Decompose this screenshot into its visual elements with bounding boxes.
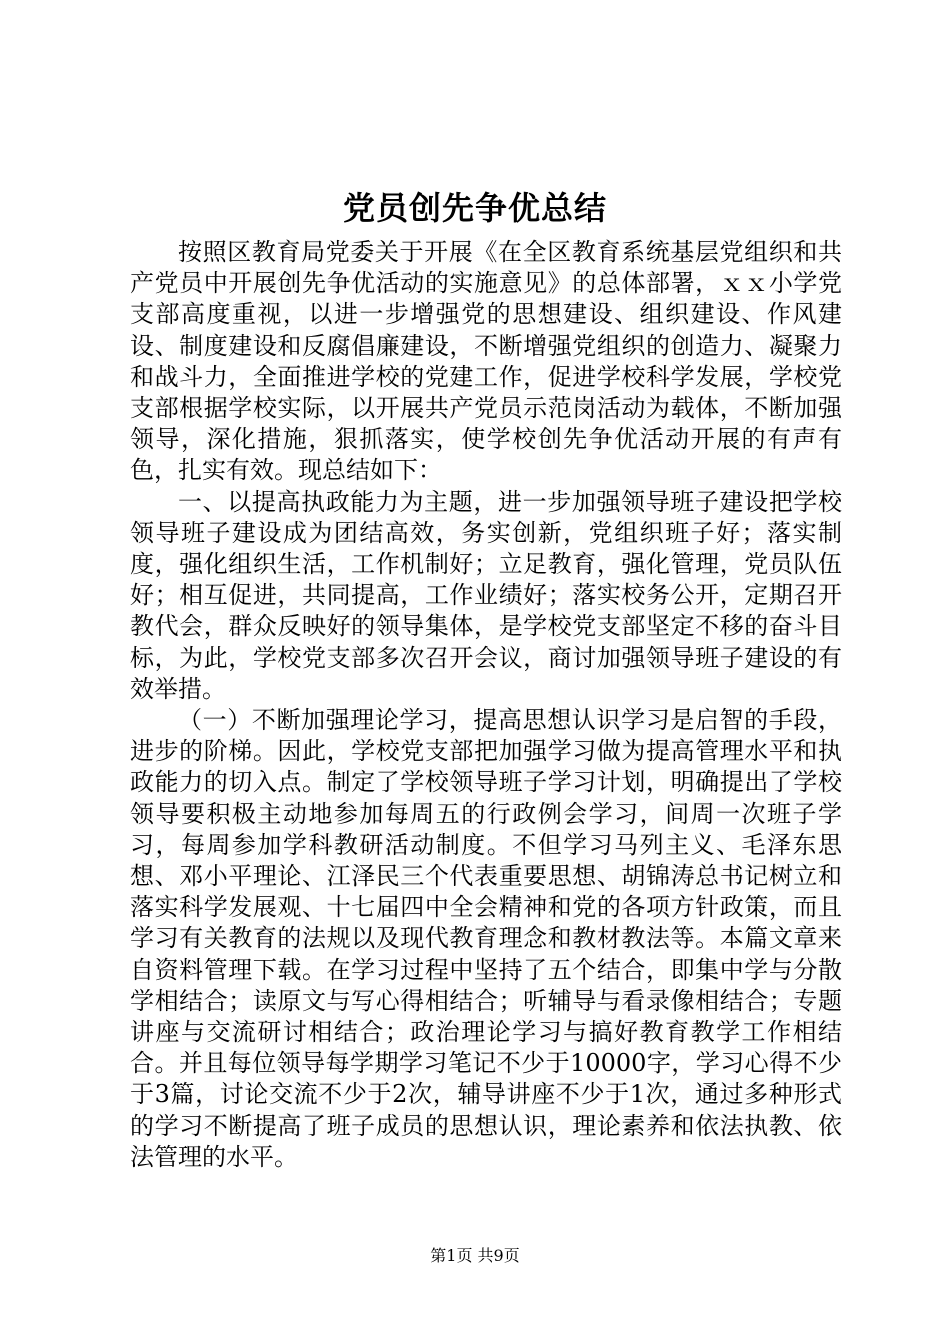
paragraph-intro: 按照区教育局党委关于开展《在全区教育系统基层党组织和共产党员中开展创先争优活动的实施意见》的总体部署，ｘｘ小学党支部高度重视，以进一步增强党的思想建设、组织建设、作风建设、制度建设和反腐倡廉建设，不断增强党组织的创造力、凝聚力和战斗力，全面推进学校的党建工作，促进学校科学发展，学校党支部根据学校实际，以开展共产党员示范岗活动为载体，不断加强领导，深化措施，狠抓落实，使学校创先争优活动开展的有声有色，扎实有效。现总结如下：: [130, 238, 842, 485]
document-body: [130, 237, 842, 1173]
document-title: 党员创先争优总结: [342, 189, 607, 227]
paragraph-subsection-one: （一）不断加强理论学习，提高思想认识学习是启智的手段，进步的阶梯。因此，学校党支部把加强学习做为提高管理水平和执政能力的切入点。制定了学校领导班子学习计划，明确提出了学校领导要积极主动地参加每周五的行政例会学习，间周一次班子学习，每周参加学科教研活动制度。不但学习马列主义、毛泽东思想、邓小平理论、江泽民三个代表重要思想、胡锦涛总书记树立和落实科学发展观、十七届四中全会精神和党的各项方针政策，而且学习有关教育的法规以及现代教育理念和教材教法等。本篇文章来自资料管理下载。在学习过程中坚持了五个结合，即集中学与分散学相结合；读原文与写心得相结合；听辅导与看录像相结合；专题讲座与交流研讨相结合；政治理论学习与搞好教育教学工作相结合。并且每位领导每学期学习笔记不少于10000字，学习心得不少于3篇，讨论交流不少于2次，辅导讲座不少于1次，通过多种形式的学习不断提高了班子成员的思想认识，理论素养和依法执教、依法管理的水平。: [130, 706, 842, 1171]
paragraph-section-one: 一、以提高执政能力为主题，进一步加强领导班子建设把学校领导班子建设成为团结高效，务实创新，党组织班子好；落实制度，强化组织生活，工作机制好；立足教育，强化管理，党员队伍好；相互促进，共同提高，工作业绩好；落实校务公开，定期召开教代会，群众反映好的领导集体，是学校党支部坚定不移的奋斗目标，为此，学校党支部多次召开会议，商讨加强领导班子建设的有效举措。: [130, 487, 842, 703]
page-footer: 第1页 共9页: [430, 1246, 520, 1265]
